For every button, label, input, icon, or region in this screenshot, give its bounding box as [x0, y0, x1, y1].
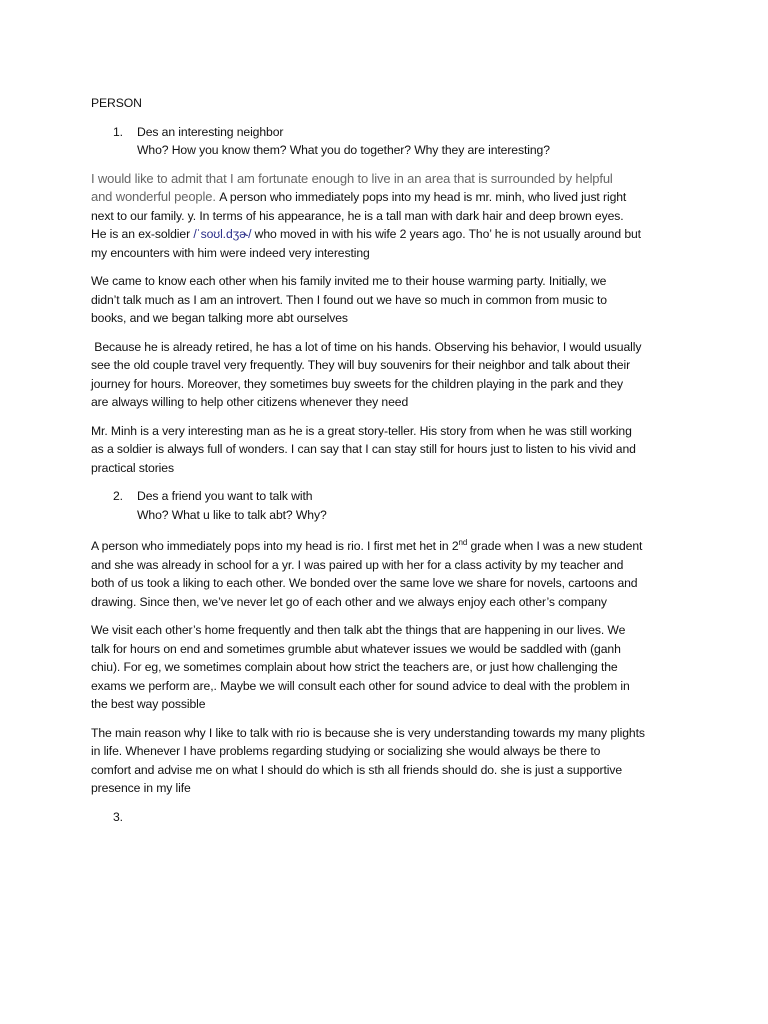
- list-number: 2.: [113, 489, 123, 503]
- text-line: Because he is already retired, he has a lot of time on his hands. Observing his behavior, I would usually: [91, 339, 642, 354]
- text-line: chiu). For eg, we sometimes complain about how strict the teachers are, or just how challenging the: [91, 660, 618, 675]
- paragraph: [91, 272, 691, 328]
- text-line: journey for hours. Moreover, they sometimes buy sweets for the children playing in the park and they: [91, 376, 623, 391]
- text-run: and wonderful people.: [91, 189, 220, 204]
- paragraph: [91, 422, 691, 478]
- list-number: 1.: [113, 124, 123, 139]
- text-line: and she was already in school for a yr. I was paired up with her for a class activity by my teacher and: [91, 557, 624, 572]
- text-line: the best way possible: [91, 697, 206, 712]
- text-line: didn’t talk much as I am an introvert. Then I found out we have so much in common from music to: [91, 292, 607, 307]
- text-line: see the old couple travel very frequently. They will buy souvenirs for their neighbor and talk about their: [91, 358, 631, 372]
- text-line: [91, 188, 691, 207]
- paragraph: [91, 724, 691, 798]
- text-line: We visit each other’s home frequently and then talk abt the things that are happening in our lives. We: [91, 623, 626, 638]
- question-subtitle: Who? What u like to talk abt? Why?: [137, 507, 327, 522]
- text-line: I would like to admit that I am fortunate enough to live in an area that is surrounded by helpful: [91, 170, 613, 186]
- question-3: [91, 808, 691, 827]
- question-title-empty: [137, 808, 691, 827]
- text-run: A person who immediately pops into my head is mr. minh, who lived just right: [219, 190, 627, 204]
- text-line: We came to know each other when his family invited me to their house warming party. Initially, we: [91, 274, 607, 288]
- ordinal-suffix: nd: [458, 538, 468, 547]
- text-run: A person who immediately pops into my head is rio. I first met het in 2: [91, 539, 459, 554]
- text-line: Mr. Minh is a very interesting man as he is a great story-teller. His story from when he was still working: [91, 423, 632, 438]
- text-line: comfort and advise me on what I should do which is sth all friends should do. she is just a supportive: [91, 762, 623, 777]
- text-line: practical stories: [91, 460, 174, 475]
- text-line: both of us took a liking to each other. We bonded over the same love we share for novels, cartoons and: [91, 576, 638, 591]
- list-number: 3.: [113, 809, 123, 824]
- text-line: are always willing to help other citizens whenever they need: [91, 395, 409, 409]
- question-title: Des an interesting neighbor: [137, 124, 284, 139]
- ipa-transcription: /ˈsoʊl.dʒɚ/: [193, 227, 252, 241]
- section-heading: PERSON: [91, 96, 142, 110]
- text-line: my encounters with him were indeed very interesting: [91, 245, 370, 260]
- text-run: He is an ex-soldier: [91, 227, 194, 241]
- question-1: [91, 123, 691, 160]
- question-subtitle: Who? How you know them? What you do together? Why they are interesting?: [137, 143, 550, 157]
- question-2: [91, 487, 691, 524]
- text-line: The main reason why I like to talk with rio is because she is very understanding towards my many plights: [91, 725, 645, 740]
- question-title: Des a friend you want to talk with: [137, 489, 313, 503]
- paragraph: [91, 621, 691, 714]
- document-page: [91, 94, 691, 836]
- text-line: talk for hours on end and sometimes grumble abut whatever issues we would be saddled with (ganh: [91, 641, 621, 656]
- text-line: as a soldier is always full of wonders. I can say that I can stay still for hours just to listen to his vivid and: [91, 442, 636, 456]
- paragraph: [91, 170, 691, 263]
- text-run: grade when I was a new student: [467, 539, 643, 554]
- text-line: [91, 225, 691, 244]
- text-line: drawing. Since then, we’ve never let go of each other and we always enjoy each other’s company: [91, 594, 607, 609]
- text-line: presence in my life: [91, 781, 191, 796]
- text-line: books, and we began talking more abt ourselves: [91, 311, 348, 325]
- text-line: [91, 534, 691, 556]
- paragraph: [91, 534, 691, 611]
- text-run: who moved in with his wife 2 years ago. Tho’ he is not usually around but: [251, 227, 641, 241]
- paragraph: [91, 338, 691, 412]
- text-line: exams we perform are,. Maybe we will consult each other for sound advice to deal with the problem in: [91, 678, 630, 693]
- text-line: in life. Whenever I have problems regarding studying or socializing she would always be there to: [91, 744, 601, 759]
- text-line: next to our family. y. In terms of his appearance, he is a tall man with dark hair and deep brown eyes.: [91, 208, 624, 223]
